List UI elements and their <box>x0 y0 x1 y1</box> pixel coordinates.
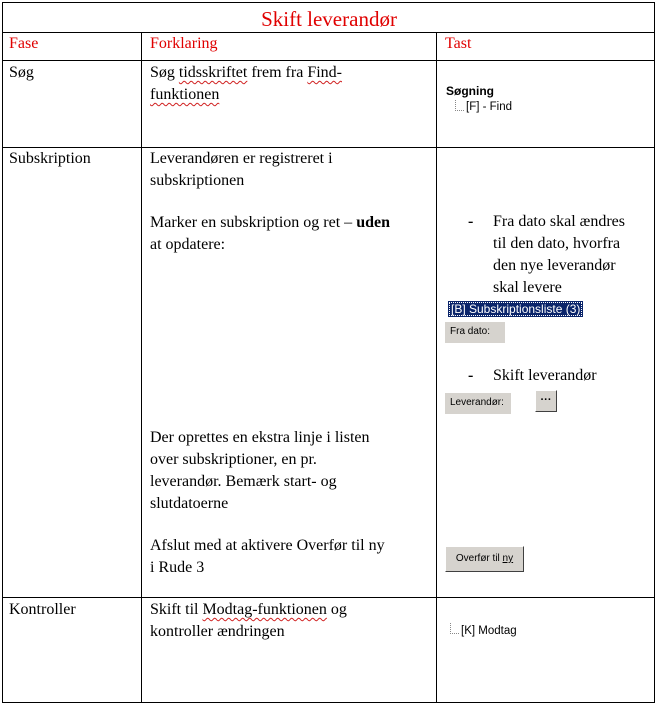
overfor-til-ny-button[interactable] <box>445 546 524 572</box>
column-divider-2 <box>436 32 437 702</box>
bullet-dash-1: - <box>468 213 474 230</box>
header-fase: Fase <box>9 35 39 52</box>
subskription-expl4-line2: i Rude 3 <box>150 559 205 576</box>
table-border-bottom <box>2 702 655 703</box>
row-divider-subskription <box>2 597 654 598</box>
fase-subskription: Subskription <box>9 150 91 167</box>
table-border-top <box>2 2 654 3</box>
text-span: tidsskriftet <box>178 64 248 81</box>
subskription-expl1-line2: subskriptionen <box>150 172 245 189</box>
subskription-expl1-line1: Leverandøren er registreret i <box>150 150 333 167</box>
subskription-expl2-line2: at opdatere: <box>150 236 226 253</box>
tree-item-find[interactable]: [F] - Find <box>466 101 513 113</box>
sog-explanation-line1 <box>150 62 342 84</box>
text-span: Find- <box>307 64 342 81</box>
subskription-expl2-line1 <box>150 212 390 234</box>
fase-kontroller: Kontroller <box>9 601 76 618</box>
tree-title-sogning: Søgning <box>446 84 494 98</box>
subskription-expl3-line1: Der oprettes en ekstra linje i listen <box>150 429 370 446</box>
fra-dato-label: Fra dato: <box>445 322 505 343</box>
header-forklaring: Forklaring <box>150 35 218 52</box>
text-span: uden <box>356 214 390 231</box>
text-span: Modtag-funktionen <box>202 601 327 618</box>
subskriptionsliste-title[interactable]: [B] Subskriptionsliste (3) <box>448 301 583 317</box>
text-span: Skift til <box>150 601 203 618</box>
text-span: Marker en subskription og ret – <box>150 214 357 231</box>
bullet1-line2: til den dato, hvorfra <box>493 235 621 252</box>
subskription-expl4-line1: Afslut med at aktivere Overfør til ny <box>150 537 385 554</box>
bullet1-line1: Fra dato skal ændres <box>493 213 625 230</box>
text-span: Søg <box>150 64 179 81</box>
text-span: Overfør til <box>455 553 503 564</box>
table-border-right <box>654 2 655 703</box>
tree-item-modtag[interactable]: [K] Modtag <box>461 625 517 637</box>
tree-connector <box>455 100 464 111</box>
page-title: Skift leverandør <box>261 7 397 31</box>
ellipsis-button[interactable]: ··· <box>535 390 557 412</box>
bullet1-line4: skal levere <box>493 279 562 296</box>
subskription-expl3-line2: over subskriptioner, en pr. <box>150 451 317 468</box>
leverandor-label: Leverandør: <box>445 393 511 414</box>
fase-sog: Søg <box>9 64 34 81</box>
row-divider-header <box>2 60 654 61</box>
header-tast: Tast <box>445 35 472 52</box>
kontroller-expl-line1 <box>150 599 347 621</box>
sog-explanation-line2 <box>150 84 219 106</box>
text-span: ny <box>502 553 514 564</box>
kontroller-expl-line2: kontroller ændringen <box>150 623 285 640</box>
bullet1-line3: den nye leverandør <box>493 257 616 274</box>
column-divider-1 <box>141 32 142 702</box>
tree-connector-modtag <box>450 623 459 634</box>
text-span: funktionen <box>150 86 220 103</box>
bullet-dash-2: - <box>468 367 474 384</box>
text-span: frem fra <box>247 64 308 81</box>
bullet2-text: Skift leverandør <box>493 367 597 384</box>
text-span: og <box>326 601 347 618</box>
subskription-expl3-line4: slutdatoerne <box>150 495 229 512</box>
row-divider-title <box>2 32 654 33</box>
subskription-expl3-line3: leverandør. Bemærk start- og <box>150 473 337 490</box>
